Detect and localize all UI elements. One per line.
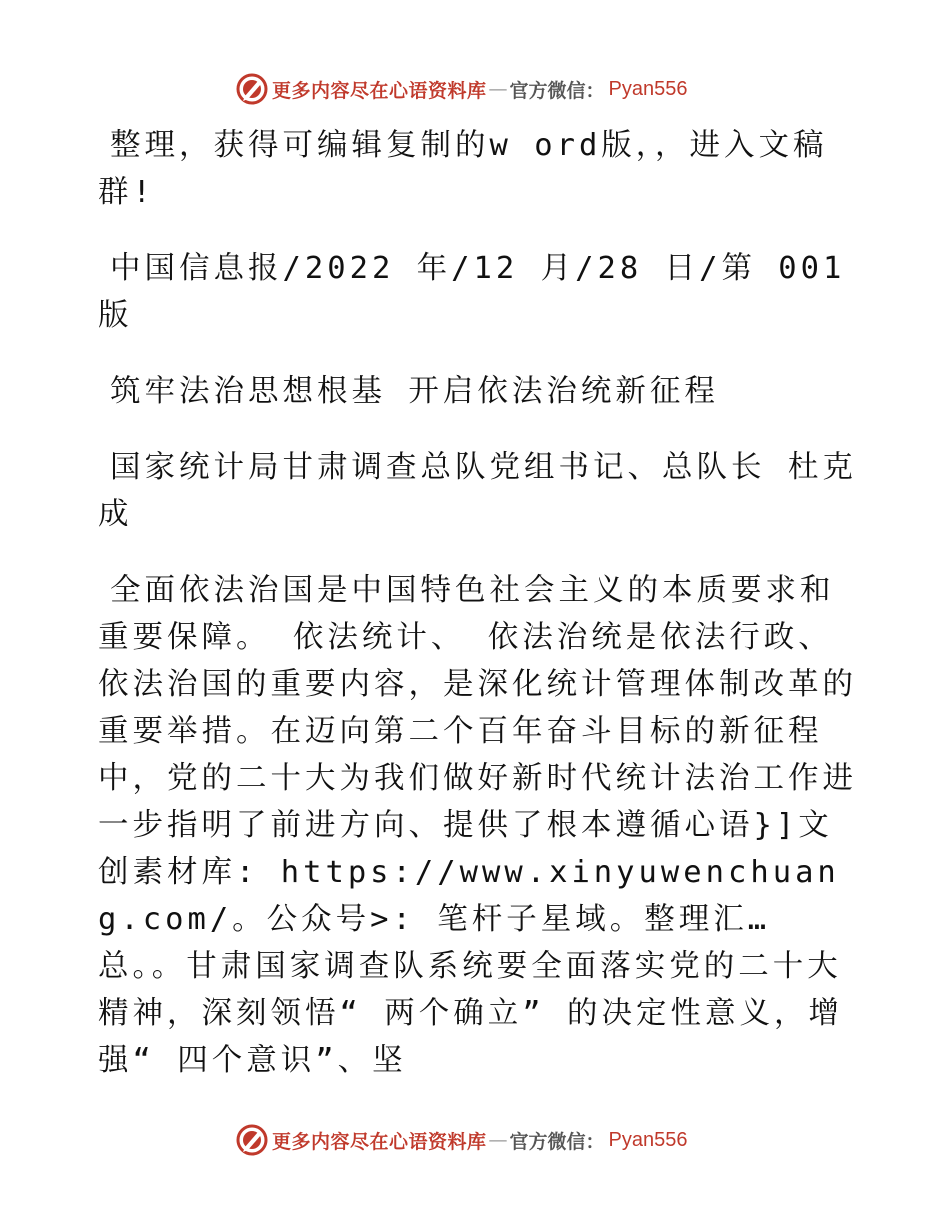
- watermark-wechat-handle: Pyan556: [608, 77, 688, 100]
- watermark-main-text: 更多内容尽在心语资料库: [272, 79, 487, 102]
- watermark-wechat-label: 官方微信：: [509, 79, 605, 102]
- watermark-wechat-handle: Pyan556: [608, 1128, 688, 1151]
- pen-seal-logo-icon: [236, 73, 268, 105]
- intro-paragraph: 整理，获得可编辑复制的w ord版，，进入文稿群!: [98, 128, 828, 210]
- source-line: 中国信息报/2022 年/12 月/28 日/第 001 版: [98, 251, 846, 333]
- article-title: 筑牢法治思想根基 开启依法治统新征程: [110, 374, 719, 409]
- watermark-separator: —: [488, 1129, 508, 1151]
- body-paragraph: 全面依法治国是中国特色社会主义的本质要求和重要保障。 依法统计、 依法治统是依法行政、依法治国的重要内容，是深化统计管理体制改革的重要举措。在迈向第二个百年奋斗目标的新征程中，党的二十大为我们做好新时代统计法治工作进一步指明了前进方向、提供了根本遵循心语}]文创素材库: https://www.xinyuwenchuang.com/。公众号>: 笔杆子星域。整理汇…总。。甘肃国家调查队系统要全面落实党的二十大精神，深刻领悟“ 两个确立” 的决定性意义，增强“ 四个意识”、坚: [98, 573, 857, 1078]
- pen-seal-logo-icon: [236, 1124, 268, 1156]
- author-line: 国家统计局甘肃调查总队党组书记、总队长 杜克成: [98, 450, 857, 532]
- document-page: [98, 122, 858, 1084]
- header-watermark-banner: [236, 72, 688, 106]
- footer-watermark-banner: [236, 1123, 688, 1157]
- watermark-separator: —: [488, 78, 508, 100]
- watermark-wechat-label: 官方微信：: [509, 1130, 605, 1153]
- watermark-main-text: 更多内容尽在心语资料库: [272, 1130, 487, 1153]
